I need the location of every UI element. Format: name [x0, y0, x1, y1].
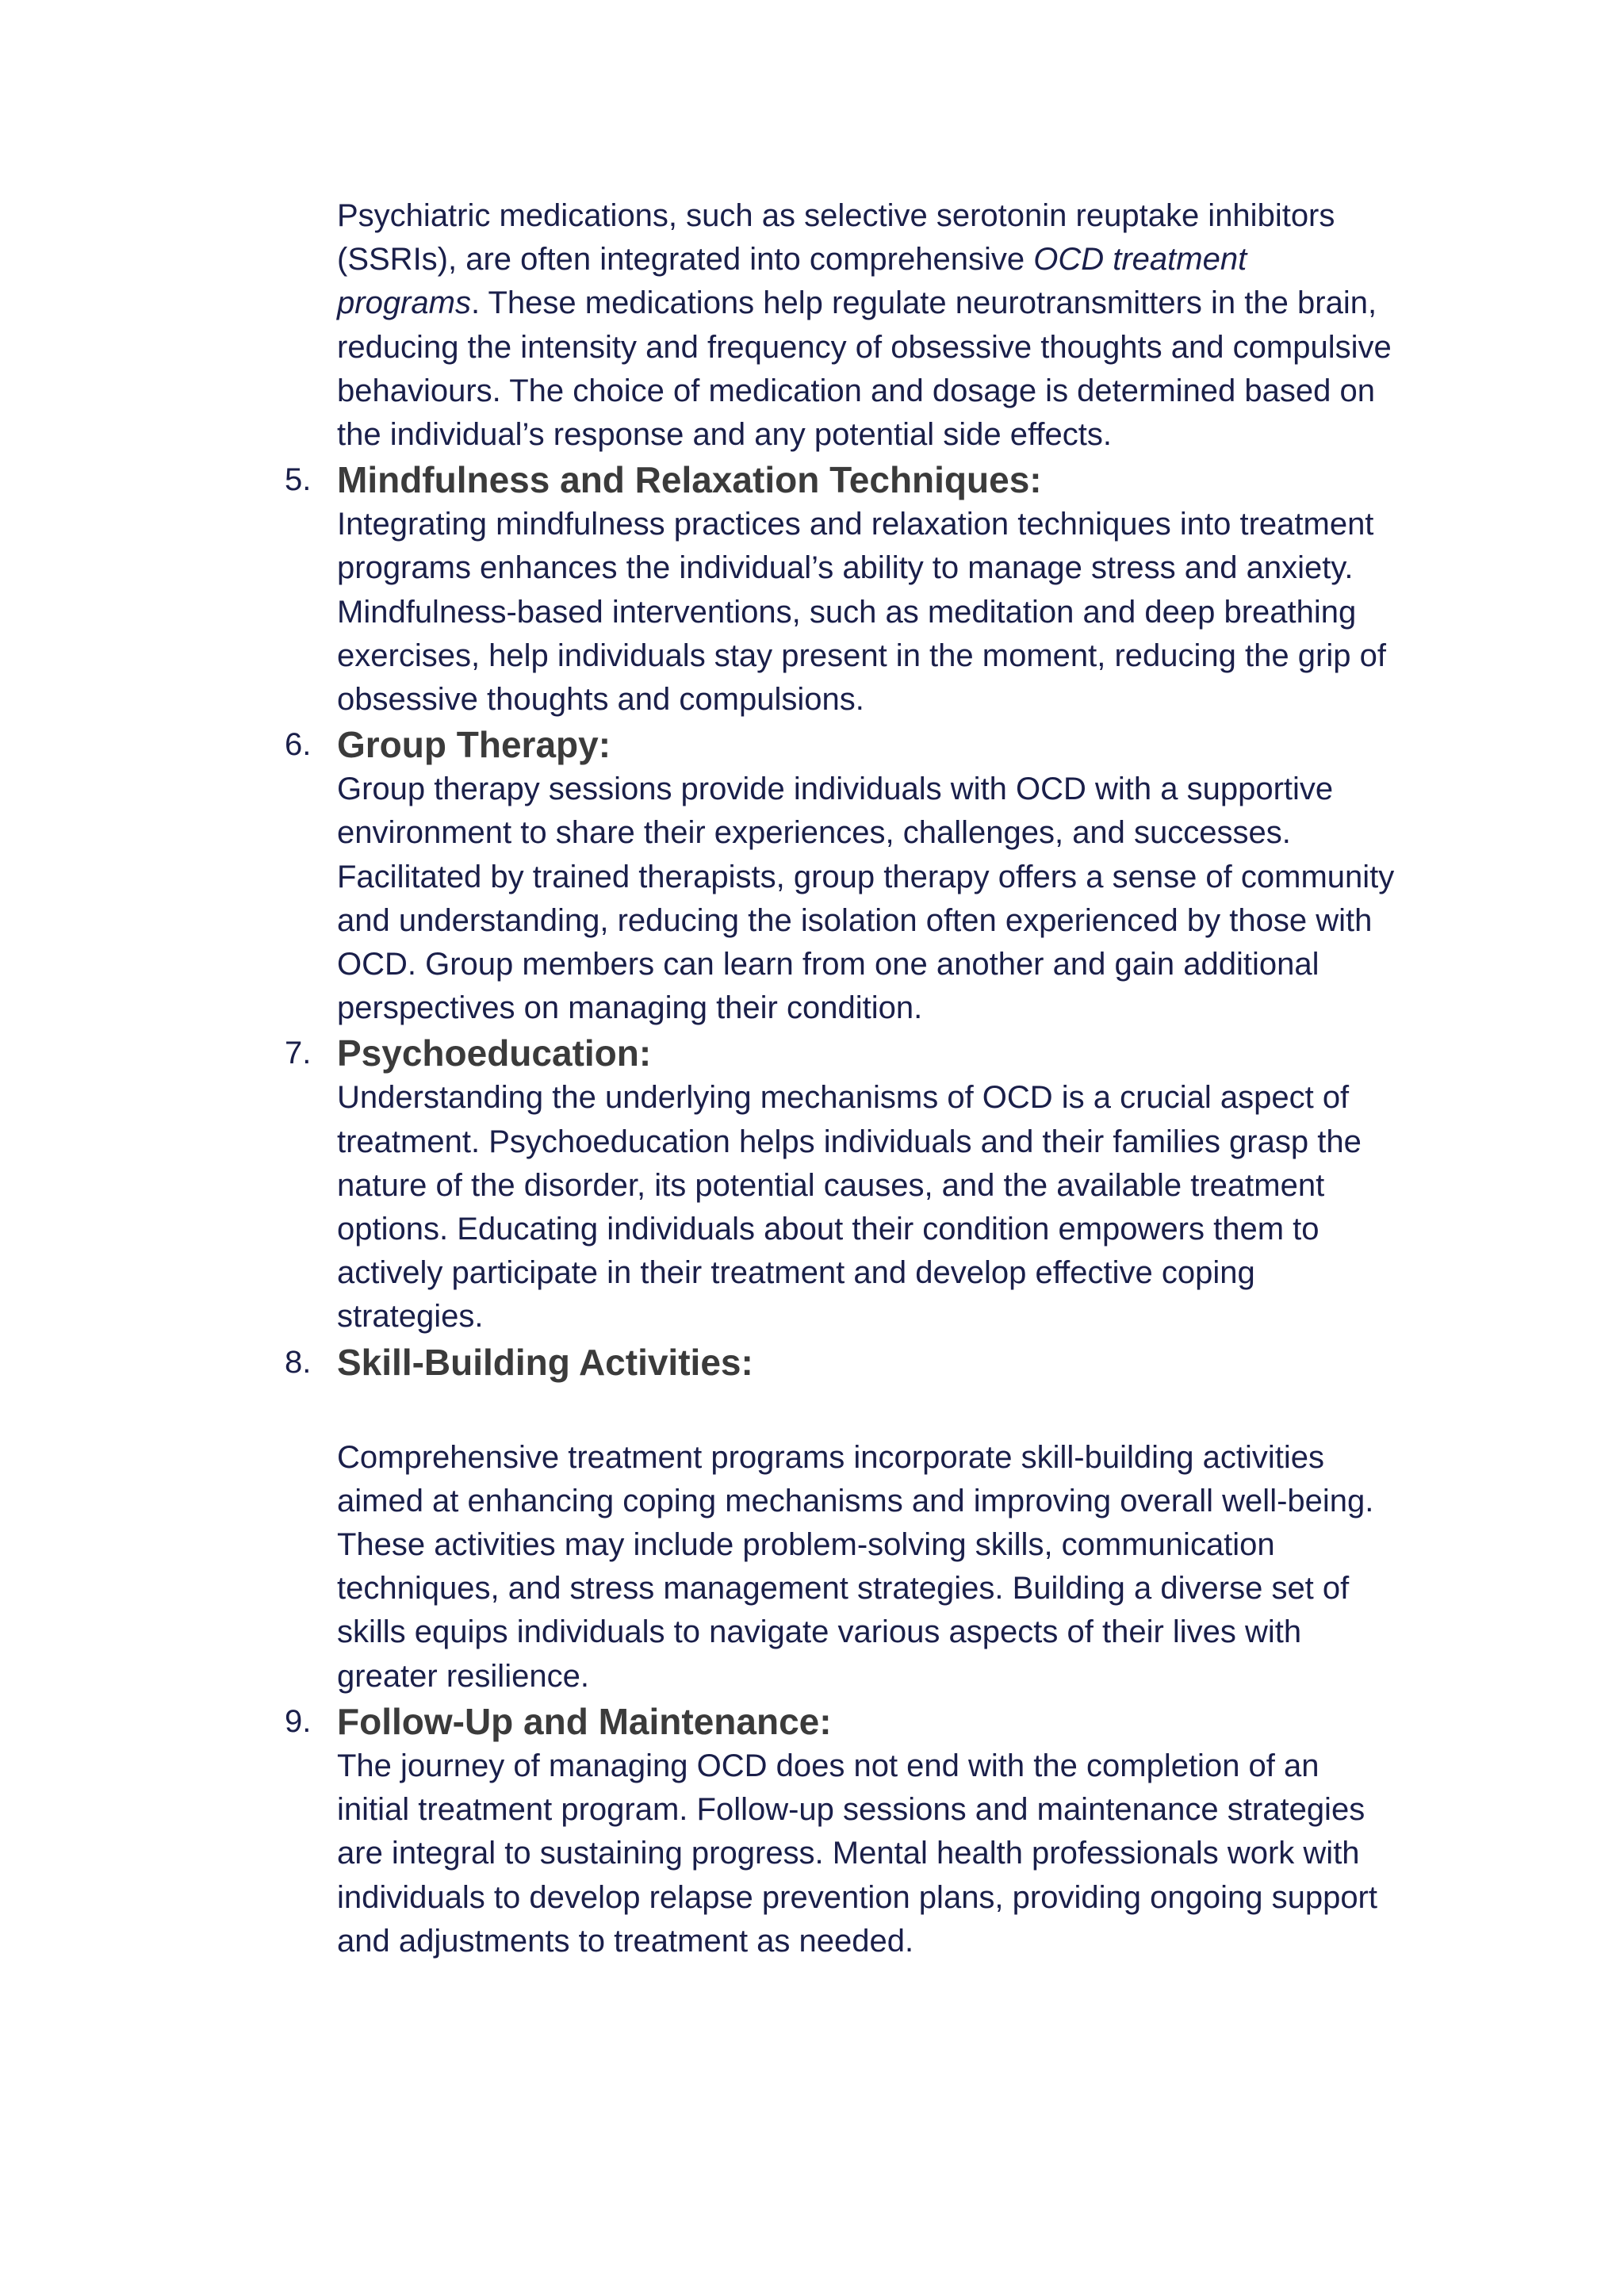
- list-item-body: [337, 768, 1447, 1030]
- body-line: Group therapy sessions provide individuals with OCD with a supportive: [337, 772, 1334, 807]
- document-content: [0, 194, 1624, 1963]
- body-line: Integrating mindfulness practices and relaxation techniques into treatment: [337, 507, 1374, 542]
- intro-text: (SSRIs), are often integrated into comprehensive: [337, 242, 1034, 278]
- body-line: strategies.: [337, 1299, 484, 1335]
- intro-emphasis: OCD treatment: [1033, 242, 1247, 278]
- intro-line: behaviours. The choice of medication and dosage is determined based on: [337, 373, 1376, 408]
- body-line: initial treatment program. Follow-up sessions and maintenance strategies: [337, 1792, 1365, 1828]
- body-line: exercises, help individuals stay present in the moment, reducing the grip of: [337, 638, 1386, 673]
- list-item-heading: Group Therapy:: [337, 724, 611, 766]
- list-number: 8.: [285, 1344, 312, 1380]
- body-line: Comprehensive treatment programs incorporate skill-building activities: [337, 1439, 1324, 1475]
- list-item-body: [337, 1076, 1447, 1338]
- list-item-heading: Skill-Building Activities:: [337, 1341, 753, 1383]
- list-item-heading: Psychoeducation:: [337, 1032, 652, 1074]
- body-line: and adjustments to treatment as needed.: [337, 1923, 914, 1959]
- body-line: The journey of managing OCD does not end with the completion of an: [337, 1748, 1320, 1783]
- list-item-skill-building: [285, 1339, 1447, 1698]
- body-line: OCD. Group members can learn from one another and gain additional: [337, 947, 1320, 982]
- intro-emphasis: programs: [337, 285, 471, 321]
- intro-line: [337, 281, 1447, 325]
- body-line: actively participate in their treatment and develop effective coping: [337, 1255, 1255, 1291]
- body-line: These activities may include problem-solving skills, communication: [337, 1527, 1275, 1563]
- body-line: and understanding, reducing the isolation often experienced by those with: [337, 902, 1373, 938]
- body-line: Facilitated by trained therapists, group therapy offers a sense of community: [337, 859, 1395, 894]
- list-number: 7.: [285, 1036, 312, 1071]
- list-item-body: [337, 503, 1447, 722]
- body-line: obsessive thoughts and compulsions.: [337, 682, 864, 718]
- list-item-body: [337, 1436, 1447, 1698]
- body-line: individuals to develop relapse prevention plans, providing ongoing support: [337, 1879, 1377, 1915]
- intro-paragraph: [337, 194, 1447, 457]
- list-item-body: [337, 1744, 1447, 1963]
- body-line: greater resilience.: [337, 1658, 589, 1694]
- body-line: Mindfulness-based interventions, such as meditation and deep breathing: [337, 594, 1357, 630]
- list-item-heading: Mindfulness and Relaxation Techniques:: [337, 459, 1042, 501]
- body-line: are integral to sustaining progress. Mental health professionals work with: [337, 1836, 1360, 1871]
- body-line: aimed at enhancing coping mechanisms and improving overall well-being.: [337, 1483, 1374, 1518]
- intro-line: reducing the intensity and frequency of obsessive thoughts and compulsive: [337, 329, 1392, 365]
- list-item-psychoeducation: [285, 1030, 1447, 1338]
- body-line: environment to share their experiences, challenges, and successes.: [337, 815, 1291, 851]
- body-line: options. Educating individuals about their condition empowers them to: [337, 1212, 1320, 1247]
- list-item-group-therapy: [285, 722, 1447, 1030]
- body-line: perspectives on managing their condition.: [337, 990, 923, 1026]
- body-line: programs enhances the individual’s ability to manage stress and anxiety.: [337, 550, 1354, 586]
- intro-line: Psychiatric medications, such as selective serotonin reuptake inhibitors: [337, 198, 1335, 233]
- body-line: treatment. Psychoeducation helps individuals and their families grasp the: [337, 1124, 1362, 1159]
- list-number: 5.: [285, 462, 312, 498]
- list-item-heading: Follow-Up and Maintenance:: [337, 1700, 832, 1742]
- body-line: Understanding the underlying mechanisms of OCD is a crucial aspect of: [337, 1080, 1350, 1116]
- list-item-follow-up: [285, 1698, 1447, 1963]
- intro-line: [337, 238, 1447, 281]
- list-number: 9.: [285, 1703, 312, 1739]
- body-line: techniques, and stress management strategies. Building a diverse set of: [337, 1571, 1350, 1607]
- intro-line: the individual’s response and any potential side effects.: [337, 417, 1112, 453]
- list-item-mindfulness: [285, 457, 1447, 722]
- list-number: 6.: [285, 727, 312, 763]
- body-line: nature of the disorder, its potential causes, and the available treatment: [337, 1167, 1325, 1203]
- intro-text: . These medications help regulate neurotransmitters in the brain,: [470, 285, 1377, 321]
- body-line: skills equips individuals to navigate various aspects of their lives with: [337, 1614, 1302, 1650]
